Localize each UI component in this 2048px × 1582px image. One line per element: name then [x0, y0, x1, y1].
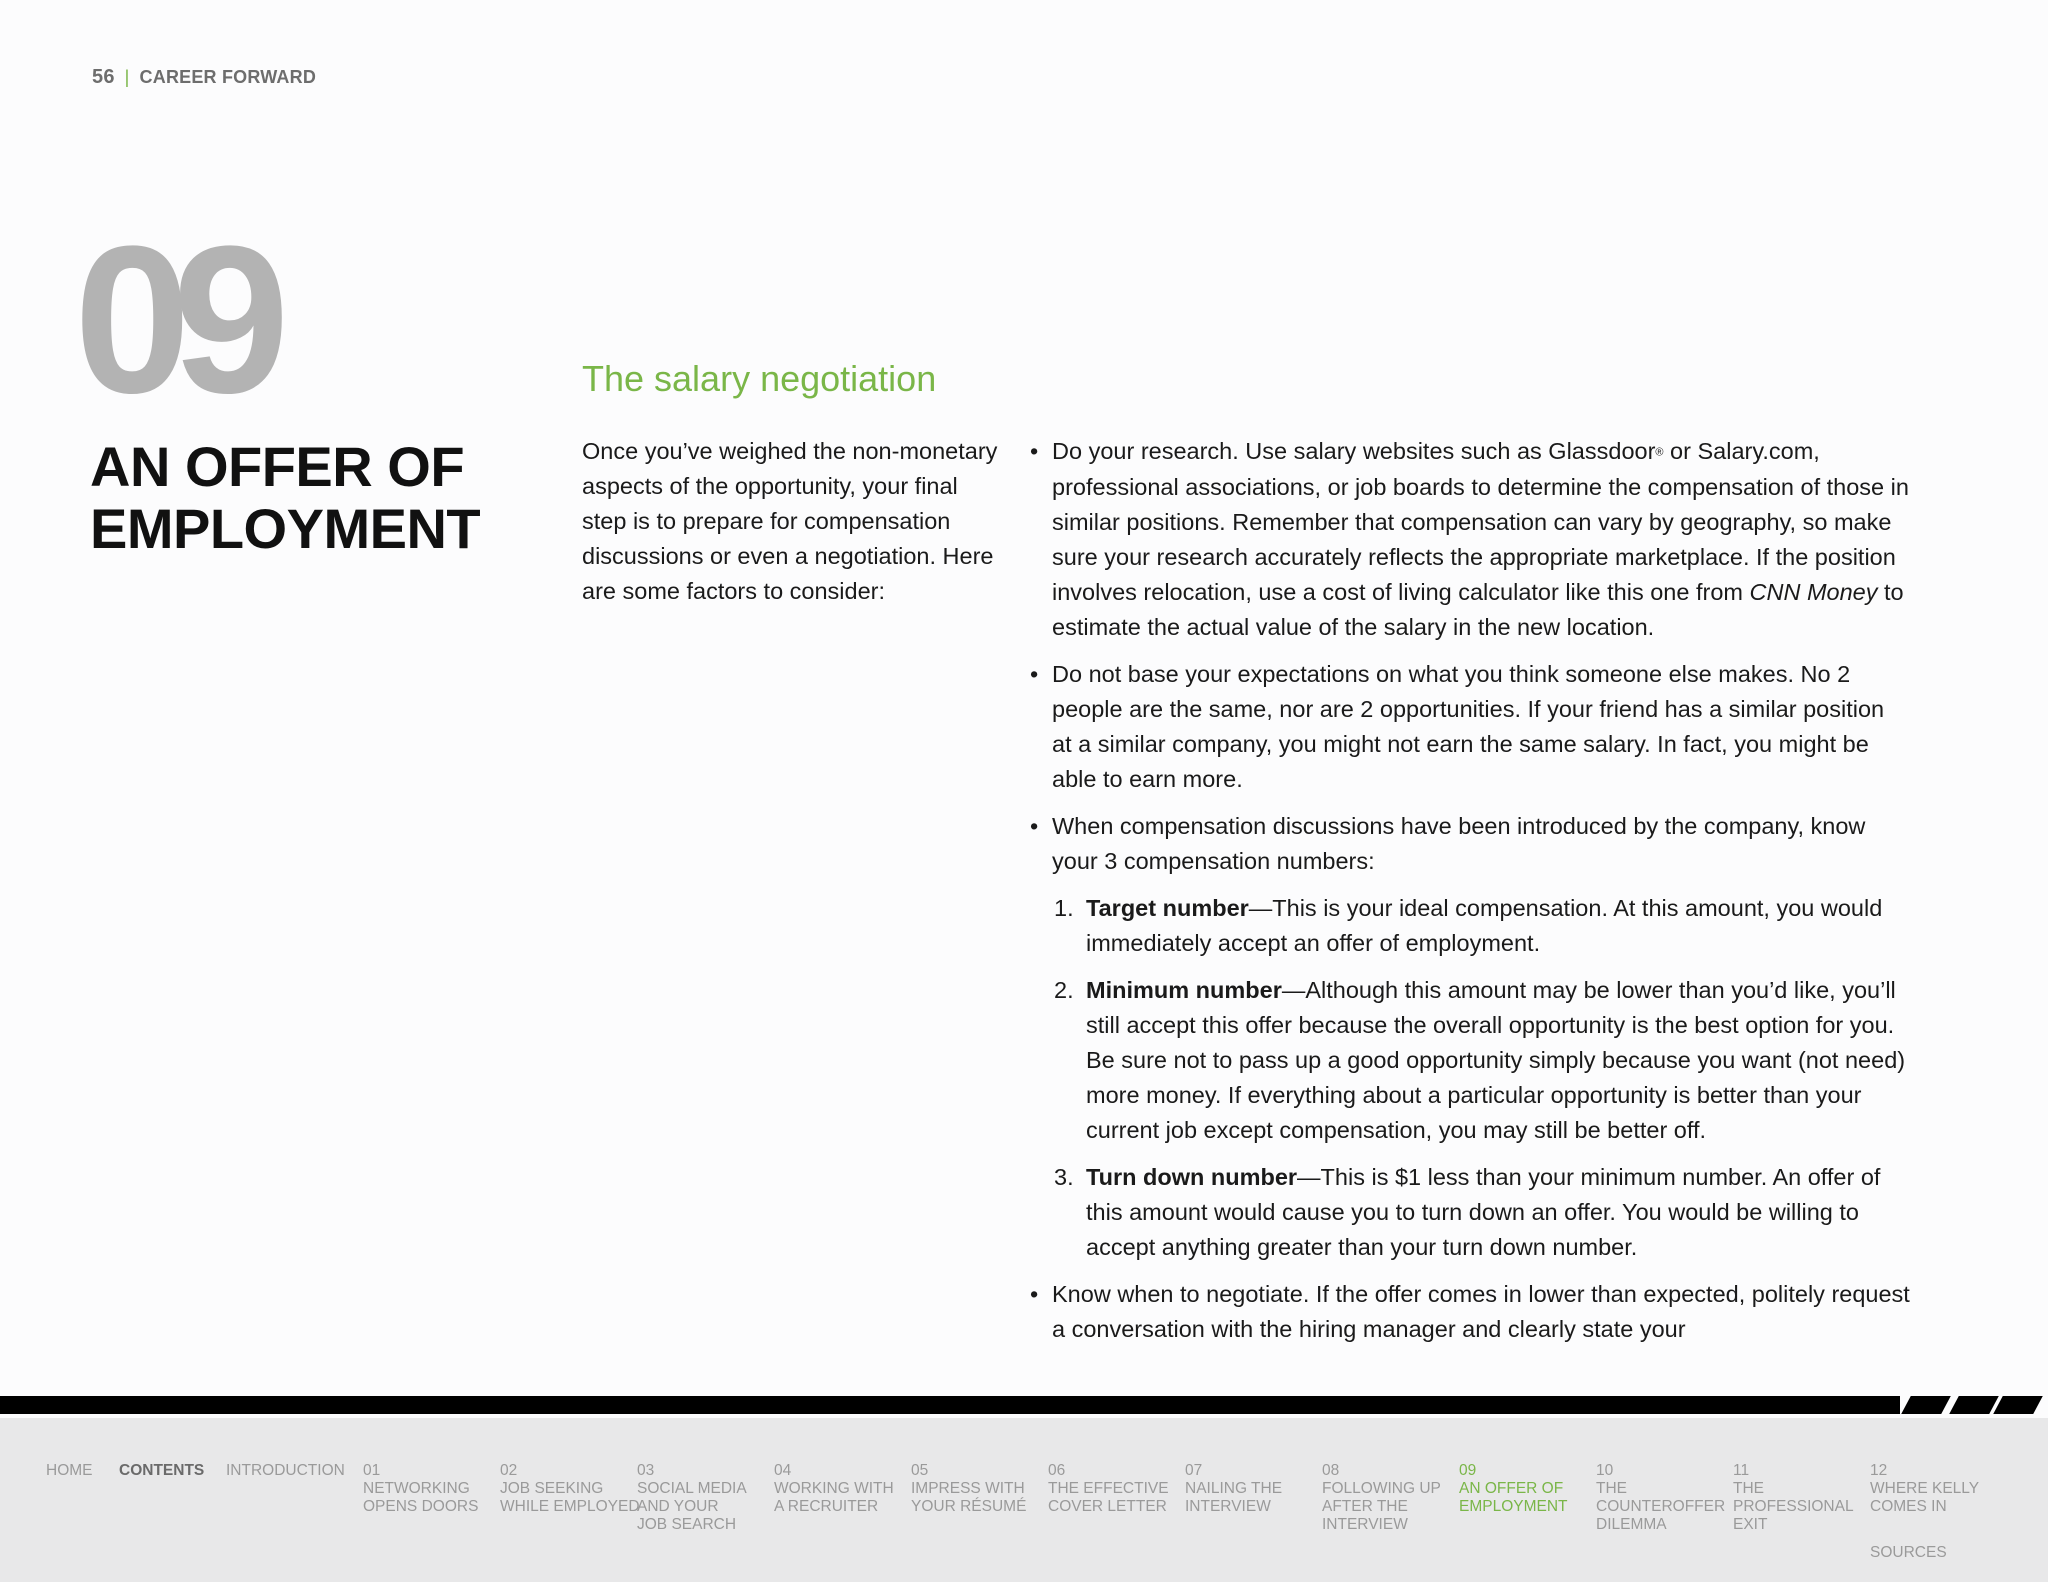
header-separator: | — [124, 67, 130, 87]
nav-chapter-04[interactable]: 04 WORKING WITH A RECRUITER — [774, 1462, 894, 1515]
divider-slash — [1993, 1396, 2043, 1414]
chapter-title — [90, 436, 480, 560]
item-term: Minimum number — [1086, 977, 1282, 1004]
nav-contents[interactable]: CONTENTS — [119, 1462, 205, 1479]
bullet-text: Know when to negotiate. If the offer comes in lower than expected, politely request a conversation with the hiring manager and clearly state your — [1052, 1281, 1910, 1343]
bullet-icon: • — [1030, 813, 1039, 840]
nav-chapter-02[interactable]: 02 JOB SEEKING WHILE EMPLOYED — [500, 1462, 640, 1515]
running-header — [92, 66, 316, 89]
bullet-icon: • — [1030, 661, 1039, 688]
footer-divider — [0, 1396, 1900, 1414]
nav-chapter-05[interactable]: 05 IMPRESS WITH YOUR RÉSUMÉ — [911, 1462, 1027, 1515]
factors-list — [1030, 434, 1910, 1359]
publication-name: CNN Money — [1749, 579, 1878, 606]
nav-home[interactable]: HOME — [46, 1462, 93, 1479]
page-number: 56 — [92, 66, 115, 88]
item-number: 2. — [1054, 977, 1074, 1004]
item-number: 3. — [1054, 1164, 1074, 1191]
item-text: —This is $1 less than your minimum number. An offer of this amount would cause you to turn down an offer. You would be willing to accept anything greater than your turn down number. — [1086, 1164, 1881, 1261]
item-text: —This is your ideal compensation. At this amount, you would immediately accept an offer of employment. — [1086, 895, 1883, 957]
numbered-item — [1030, 973, 1910, 1148]
nav-chapter-12[interactable]: 12 WHERE KELLY COMES IN — [1870, 1462, 1980, 1515]
nav-chapter-06[interactable]: 06 THE EFFECTIVE COVER LETTER — [1048, 1462, 1169, 1515]
bullet-text: When compensation discussions have been introduced by the company, know your 3 compensation numbers: — [1052, 813, 1866, 875]
chapter-title-line1: AN OFFER OF — [90, 435, 465, 498]
item-term: Turn down number — [1086, 1164, 1298, 1191]
registered-mark: ® — [1655, 446, 1664, 459]
divider-slash — [1949, 1396, 1999, 1414]
section-heading: The salary negotiation — [582, 358, 937, 399]
bullet-text-part: to estimate the actual value of the salary in the new location. — [1052, 579, 1904, 641]
nav-sources[interactable]: SOURCES — [1870, 1544, 1947, 1561]
nav-introduction[interactable]: INTRODUCTION — [226, 1462, 345, 1479]
bullet-icon: • — [1030, 1281, 1039, 1308]
nav-chapter-10[interactable]: 10 THE COUNTEROFFER DILEMMA — [1596, 1462, 1726, 1533]
list-item — [1030, 434, 1910, 645]
list-item — [1030, 657, 1910, 797]
item-text: —Although this amount may be lower than you’d like, you’ll still accept this offer because the overall opportunity is the best option for you. Be sure not to pass up a good opportunity simply because you want (not need) more money. If everything about a particular opportunity is better than your current job except compensation, you may still be better off. — [1086, 977, 1906, 1144]
nav-chapter-11[interactable]: 11 THE PROFESSIONAL EXIT — [1733, 1462, 1854, 1533]
list-item — [1030, 1277, 1910, 1347]
bullet-text-part: Do your research. Use salary websites such as Glassdoor — [1052, 438, 1656, 464]
nav-chapter-09-current[interactable]: 09 AN OFFER OF EMPLOYMENT — [1459, 1462, 1568, 1515]
nav-chapter-01[interactable]: 01 NETWORKING OPENS DOORS — [363, 1462, 479, 1515]
numbered-item — [1030, 1160, 1910, 1265]
item-term: Target number — [1086, 895, 1249, 922]
intro-paragraph: Once you’ve weighed the non-monetary aspects of the opportunity, your final step is to prepare for compensation discussions or even a negotiation. Here are some factors to consider: — [582, 438, 998, 604]
nav-chapter-08[interactable]: 08 FOLLOWING UP AFTER THE INTERVIEW — [1322, 1462, 1441, 1533]
publication-title: CAREER FORWARD — [139, 67, 317, 87]
item-number: 1. — [1054, 895, 1074, 922]
chapter-number: 09 — [74, 202, 272, 437]
chapter-title-line2: EMPLOYMENT — [90, 497, 481, 560]
numbered-item — [1030, 891, 1910, 961]
nav-chapter-07[interactable]: 07 NAILING THE INTERVIEW — [1185, 1462, 1283, 1515]
nav-chapter-03[interactable]: 03 SOCIAL MEDIA AND YOUR JOB SEARCH — [637, 1462, 747, 1533]
bullet-icon: • — [1030, 438, 1039, 464]
bullet-text-part: or Salary.com, professional associations, or job boards to determine the compensation of those in similar positions. Remember that compensation can vary by geography, so make sure your research accurately reflects the appropriate marketplace. If the position involves relocation, use a cost of living calculator like this one from — [1052, 438, 1909, 606]
list-item — [1030, 809, 1910, 879]
bullet-text: Do not base your expectations on what you think someone else makes. No 2 people are the same, nor are 2 opportunities. If your friend has a similar position at a similar company, you might not earn the same salary. In fact, you might be able to earn more. — [1052, 661, 1885, 793]
divider-slash — [1901, 1396, 1951, 1414]
